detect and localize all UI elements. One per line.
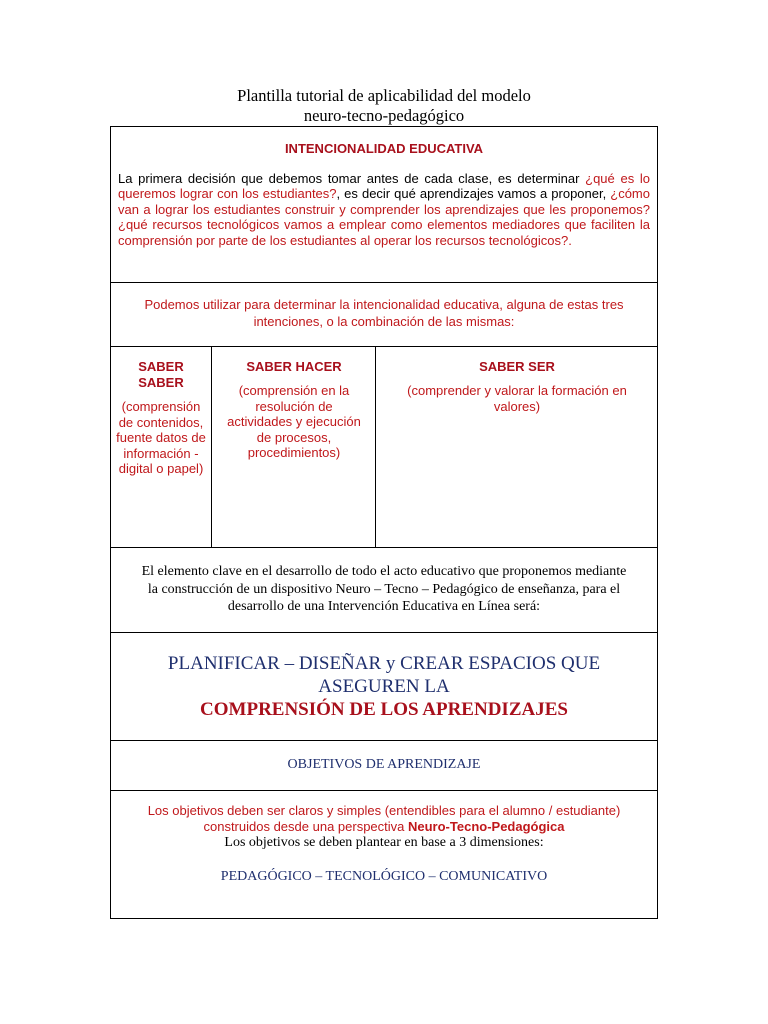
intenciones-intro: Podemos utilizar para determinar la intencionalidad educativa, alguna de estas tres intenciones, o la combinación de las mismas: xyxy=(144,297,624,329)
planificar-line-2: ASEGUREN LA xyxy=(318,676,450,697)
saber-hacer-title: SABER HACER xyxy=(246,359,342,374)
saber-hacer-desc: (comprensión en la resolución de actividades y ejecución de procesos, procedimientos) xyxy=(227,383,361,460)
objetivos-text: Los objetivos deben ser claros y simples (entendibles para el alumno / estudiante) construidos desde una perspectiva xyxy=(147,803,621,834)
document-title xyxy=(0,86,768,126)
saber-ser-cell xyxy=(385,359,649,414)
template-table xyxy=(110,126,658,919)
objetivos-dimensiones-intro: Los objetivos se deben plantear en base a 3 dimensiones: xyxy=(224,835,544,850)
intencionalidad-section xyxy=(111,127,657,282)
saber-saber-desc: (comprensión de contenidos, fuente datos de información - digital o papel) xyxy=(116,399,206,476)
saber-hacer-cell xyxy=(223,359,365,461)
objetivos-dimensiones: PEDAGÓGICO – TECNOLÓGICO – COMUNICATIVO xyxy=(220,869,548,884)
objetivos-section xyxy=(111,790,657,918)
saber-saber-cell xyxy=(115,359,207,477)
column-divider xyxy=(375,346,376,547)
column-divider xyxy=(211,346,212,547)
planificar-line-3: COMPRENSIÓN DE LOS APRENDIZAJES xyxy=(200,699,568,720)
title-line-2: neuro-tecno-pedagógico xyxy=(303,106,465,125)
saber-ser-title: SABER SER xyxy=(479,359,555,374)
planificar-section xyxy=(111,632,657,740)
intencionalidad-paragraph xyxy=(118,171,650,248)
planificar-line-1: PLANIFICAR – DISEÑAR y CREAR ESPACIOS QUE xyxy=(167,653,601,674)
paragraph-text-1: La primera decisión que debemos tomar antes de cada clase, es determinar xyxy=(118,171,586,186)
saber-ser-desc: (comprender y valorar la formación en valores) xyxy=(407,383,627,414)
title-line-1: Plantilla tutorial de aplicabilidad del modelo xyxy=(237,86,531,105)
intencionalidad-heading: INTENCIONALIDAD EDUCATIVA xyxy=(284,141,484,156)
paragraph-question-1: ¿qué es lo queremos lograr con los estudiantes? xyxy=(118,171,650,202)
paragraph-text-2: , es decir qué aprendizajes vamos a proponer, xyxy=(336,186,611,202)
objetivos-paragraph xyxy=(119,803,649,835)
saber-saber-title: SABER SABER xyxy=(138,359,184,390)
elemento-clave: El elemento clave en el desarrollo de todo el acto educativo que proponemos mediante la construcción de un dispositivo Neuro – Tecno – Pedagógico de enseñanza, para el desarrollo de una Intervención Educativa en Línea será: xyxy=(141,564,627,614)
objetivos-heading: OBJETIVOS DE APRENDIZAJE xyxy=(287,757,481,772)
paragraph-question-2: ¿cómo van a lograr los estudiantes construir y comprender los aprendizajes que les proponemos? ¿qué recursos tecnológicos vamos a emplear como elementos mediadores que faciliten la comprensión por parte de los estudiantes al operar los recursos tecnológicos?. xyxy=(118,186,650,248)
saberes-row xyxy=(111,346,657,547)
objetivos-perspectiva: Neuro-Tecno-Pedagógica xyxy=(408,819,565,834)
